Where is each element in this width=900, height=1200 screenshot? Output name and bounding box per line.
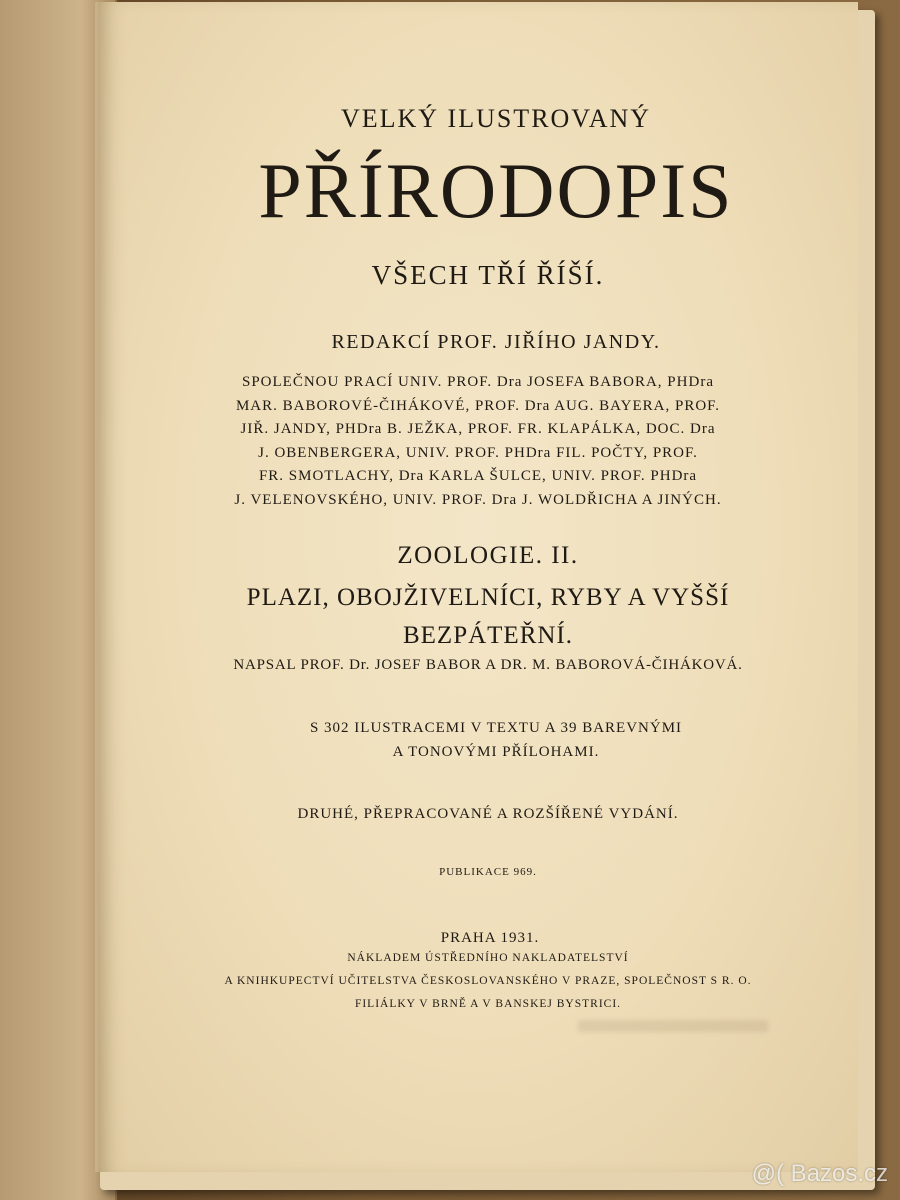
author-line: SPOLEČNOU PRACÍ UNIV. PROF. Dra JOSEFA BABORA, PHDra xyxy=(242,374,714,390)
city-year: PRAHA 1931. xyxy=(440,930,540,946)
written-by: NAPSAL PROF. Dr. JOSEF BABOR A DR. M. BABOROVÁ-ČIHÁKOVÁ. xyxy=(233,657,743,673)
editor-line: REDAKCÍ PROF. JIŘÍHO JANDY. xyxy=(331,331,661,353)
author-line: FR. SMOTLACHY, Dra KARLA ŠULCE, UNIV. PROF. PHDra xyxy=(258,468,698,484)
edition-line: DRUHÉ, PŘEPRACOVANÉ A ROZŠÍŘENÉ VYDÁNÍ. xyxy=(297,806,679,822)
author-line: JIŘ. JANDY, PHDra B. JEŽKA, PROF. FR. KLAPÁLKA, DOC. Dra xyxy=(240,421,716,437)
site-watermark: @( Bazos.cz xyxy=(751,1160,888,1187)
volume-title-line1: PLAZI, OBOJŽIVELNÍCI, RYBY A VYŠŠÍ xyxy=(246,584,730,611)
authors-block xyxy=(98,371,858,512)
publisher-line3: FILIÁLKY V BRNĚ A V BANSKEJ BYSTRICI. xyxy=(354,998,622,1010)
illustrations-line1: S 302 ILUSTRACEMI V TEXTU A 39 BAREVNÝMI xyxy=(309,720,683,736)
author-line: J. VELENOVSKÉHO, UNIV. PROF. Dra J. WOLDŘICHA A JINÝCH. xyxy=(234,491,722,508)
volume-title-line2: BEZPÁTEŘNÍ. xyxy=(402,622,574,649)
faded-stamp-mark xyxy=(578,1020,768,1032)
main-title: PŘÍRODOPIS xyxy=(258,147,734,234)
publisher-line1: NÁKLADEM ÚSTŘEDNÍHO NAKLADATELSTVÍ xyxy=(347,952,629,964)
title-page xyxy=(95,2,858,1172)
subtitle: VŠECH TŘÍ ŘÍŠÍ. xyxy=(371,260,605,290)
top-line: VELKÝ ILUSTROVANÝ xyxy=(340,104,652,133)
illustrations-line2: A TONOVÝMI PŘÍLOHAMI. xyxy=(392,744,600,760)
author-line: J. OBENBERGERA, UNIV. PROF. PHDra FIL. POČTY, PROF. xyxy=(258,444,698,461)
volume-heading: ZOOLOGIE. II. xyxy=(397,542,579,569)
author-line: MAR. BABOROVÉ-ČIHÁKOVÉ, PROF. Dra AUG. BAYERA, PROF. xyxy=(235,397,721,414)
publisher-line2: A KNIHKUPECTVÍ UČITELSTVA ČESKOSLOVANSKÉHO V PRAZE, SPOLEČNOST S R. O. xyxy=(224,975,752,987)
publication-number: PUBLIKACE 969. xyxy=(439,866,537,878)
